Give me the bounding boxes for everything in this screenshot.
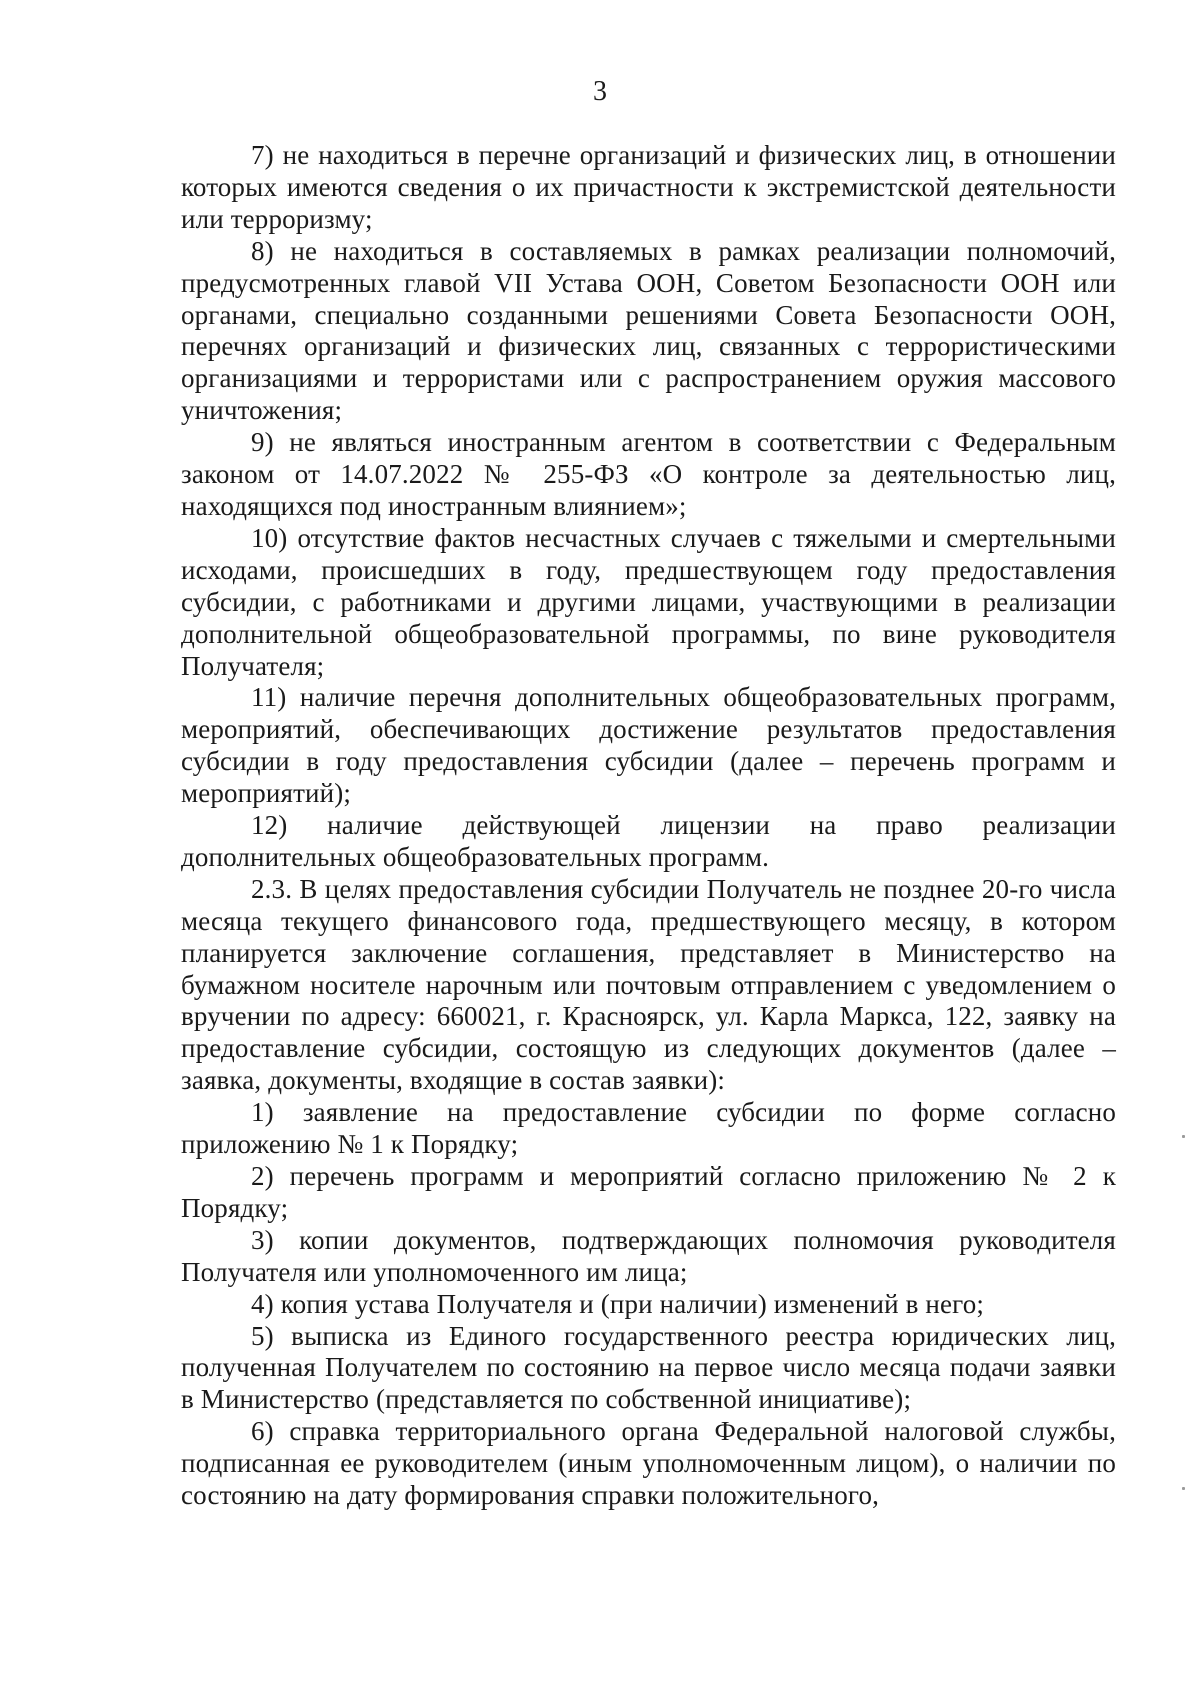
scan-margin-mark <box>1182 1135 1185 1138</box>
paragraph-item-9: 9) не являться иностранным агентом в соответствии с Федеральным законом от 14.07.2022 № 255-ФЗ «О контроле за деятельностью лиц, находящихся под иностранным влиянием»; <box>181 427 1116 521</box>
document-body <box>181 140 1116 1512</box>
paragraph-doc-5: 5) выписка из Единого государственного реестра юридических лиц, полученная Получателем по состоянию на первое число месяца подачи заявки в Министерство (представляется по собственной инициативе); <box>181 1320 1116 1415</box>
scan-margin-mark <box>1182 1487 1185 1490</box>
paragraph-item-10: 10) отсутствие фактов несчастных случаев с тяжелыми и смертельными исходами, происшедших в году, предшествующем году предоставления субсидии, с работниками и другими лицами, участвующими в реализации дополнительной общеобразовательной программы, по вине руководителя Получателя; <box>181 522 1116 681</box>
paragraph-doc-3: 3) копии документов, подтверждающих полномочия руководителя Получателя или уполномоченного им лица; <box>181 1224 1116 1287</box>
paragraph-item-12: 12) наличие действующей лицензии на право реализации дополнительных общеобразовательных программ. <box>181 810 1116 872</box>
paragraph-doc-6: 6) справка территориального органа Федеральной налоговой службы, подписанная ее руководителем (иным уполномоченным лицом), о наличии по состоянию на дату формирования справки положительного, <box>181 1416 1116 1511</box>
paragraph-doc-1: 1) заявление на предоставление субсидии по форме согласно приложению № 1 к Порядку; <box>181 1097 1116 1160</box>
page-number: 3 <box>593 76 607 107</box>
paragraph-item-7: 7) не находиться в перечне организаций и физических лиц, в отношении которых имеются сведения о их причастности к экстремистской деятельности или терроризму; <box>181 140 1116 234</box>
paragraph-section-2-3: 2.3. В целях предоставления субсидии Получатель не позднее 20-го числа месяца текущего финансового года, предшествующего месяцу, в котором планируется заключение соглашения, представляет в Министерство на бумажном носителе нарочным или почтовым отправлением с уведомлением о вручении по адресу: 660021, г. Красноярск, ул. Карла Маркса, 122, заявку на предоставление субсидии, состоящую из следующих документов (далее – заявка, документы, входящие в состав заявки): <box>181 873 1116 1096</box>
paragraph-item-8: 8) не находиться в составляемых в рамках реализации полномочий, предусмотренных главой VII Устава ООН, Советом Безопасности ООН или органами, специально созданными решениями Совета Безопасности ООН, перечнях организаций и физических лиц, связанных с террористическими организациями и террористами или с распространением оружия массового уничтожения; <box>181 235 1116 426</box>
paragraph-doc-4: 4) копия устава Получателя и (при наличии) изменений в него; <box>251 1288 985 1319</box>
paragraph-item-11: 11) наличие перечня дополнительных общеобразовательных программ, мероприятий, обеспечивающих достижение результатов предоставления субсидии в году предоставления субсидии (далее – перечень программ и мероприятий); <box>181 682 1116 809</box>
paragraph-doc-2: 2) перечень программ и мероприятий согласно приложению № 2 к Порядку; <box>181 1161 1116 1223</box>
